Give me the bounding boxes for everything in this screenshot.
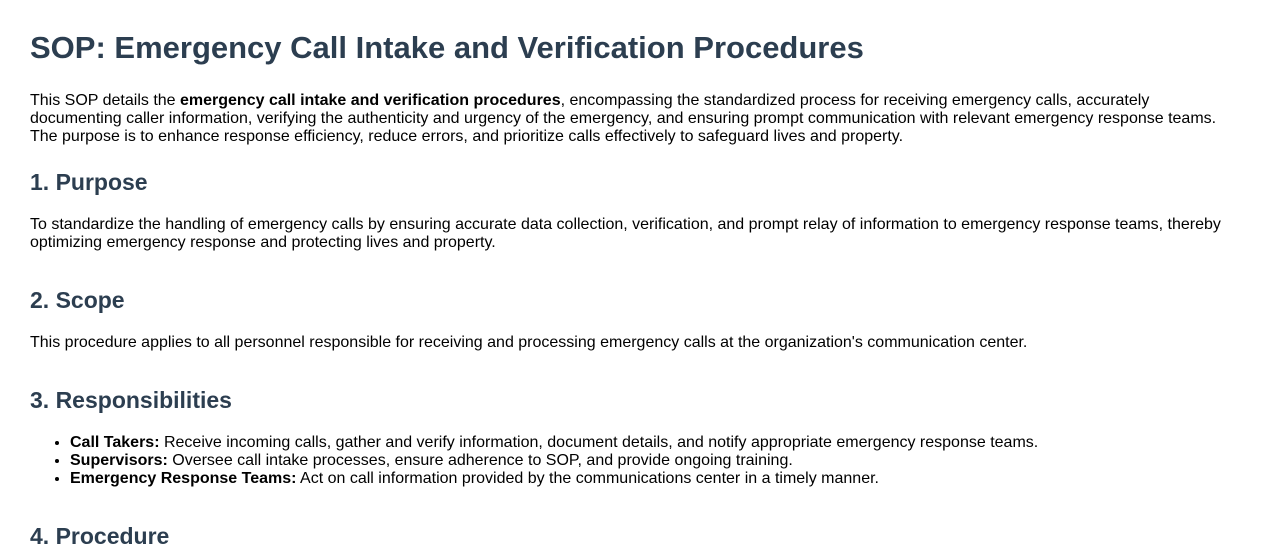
list-item xyxy=(70,470,1233,488)
section-text-scope: This procedure applies to all personnel responsible for receiving and processing emergency calls at the organization's communication center. xyxy=(30,334,1028,351)
list-item xyxy=(70,434,1233,452)
section-heading-scope: 2. Scope xyxy=(30,287,125,313)
role-label: Emergency Response Teams: xyxy=(70,470,297,487)
role-label: Supervisors: xyxy=(70,452,168,469)
intro-text-bold: emergency call intake and verification procedures xyxy=(180,92,561,109)
intro-text-after: , encompassing the standardized process for receiving emergency calls, accurately documenting caller information, verifying the authenticity and urgency of the emergency, and ensuring prompt communication with relevant emergency response teams. The purpose is to enhance response efficiency, reduce errors, and prioritize calls effectively to safeguard lives and property. xyxy=(30,92,1217,145)
document-page xyxy=(0,30,1263,550)
role-description: Act on call information provided by the communications center in a timely manner. xyxy=(296,470,879,487)
section-heading-procedure: 4. Procedure xyxy=(30,523,170,549)
section-heading-responsibilities: 3. Responsibilities xyxy=(30,387,232,413)
intro-paragraph xyxy=(30,92,1233,146)
role-description: Receive incoming calls, gather and verify information, document details, and notify appropriate emergency response teams. xyxy=(159,434,1039,451)
list-item xyxy=(70,452,1233,470)
page-title: SOP: Emergency Call Intake and Verification Procedures xyxy=(30,30,864,65)
section-heading-purpose: 1. Purpose xyxy=(30,169,148,195)
intro-text-before: This SOP details the xyxy=(30,92,180,109)
role-description: Oversee call intake processes, ensure adherence to SOP, and provide ongoing training. xyxy=(167,452,793,469)
section-text-purpose: To standardize the handling of emergency calls by ensuring accurate data collection, verification, and prompt relay of information to emergency response teams, thereby optimizing emergency response and protecting lives and property. xyxy=(30,216,1221,251)
role-label: Call Takers: xyxy=(70,434,160,451)
responsibilities-list xyxy=(30,434,1233,488)
